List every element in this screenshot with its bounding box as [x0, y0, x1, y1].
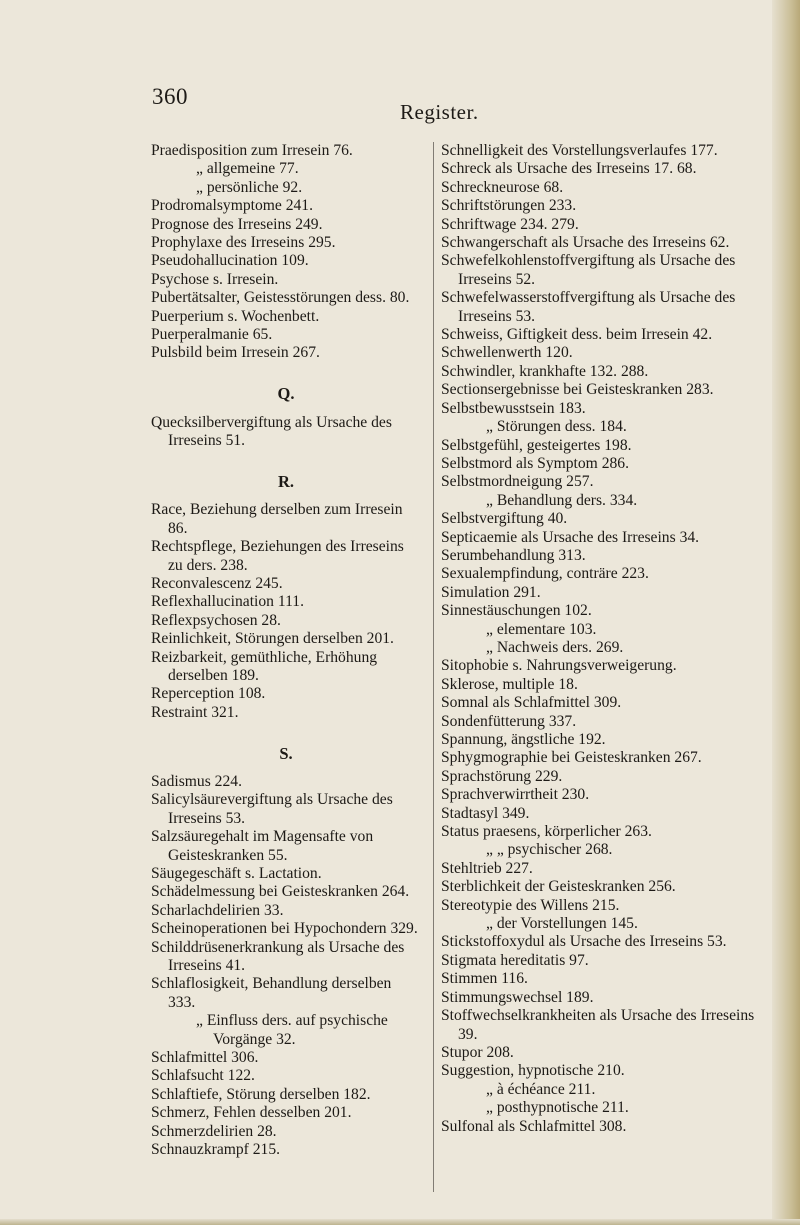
section-letter-heading: S. — [279, 743, 293, 763]
index-entry: Praedisposition zum Irresein 76. — [151, 142, 353, 159]
index-entry: Schmerz, Fehlen desselben 201. — [151, 1104, 352, 1122]
index-subentry: „ „ psychischer 268. — [486, 841, 613, 859]
index-entry: Schwefelkohlenstoffvergiftung als Ursache des Irreseins 52. — [441, 252, 736, 288]
index-entry: Selbstvergiftung 40. — [441, 510, 568, 528]
index-entry: Stadtasyl 349. — [441, 804, 530, 822]
index-entry: Pubertätsalter, Geistesstörungen dess. 80. — [151, 289, 410, 307]
index-entry: Schädelmessung bei Geisteskranken 264. — [151, 883, 410, 901]
index-entry: Selbstgefühl, gesteigertes 198. — [441, 436, 632, 454]
index-entry: Pulsbild beim Irresein 267. — [151, 344, 320, 362]
index-entry: Schilddrüsenerkrankung als Ursache des Irreseins 41. — [151, 938, 405, 975]
index-entry: Puerperalmanie 65. — [151, 326, 273, 344]
running-head-title: Register. — [400, 100, 479, 124]
index-entry: Pseudohallucination 109. — [151, 252, 309, 270]
index-entry: Salicylsäurevergiftung als Ursache des Irreseins 53. — [151, 791, 393, 827]
index-entry: Sphygmographie bei Geisteskranken 267. — [441, 749, 702, 767]
index-entry: Schwangerschaft als Ursache des Irreseins 62. — [441, 234, 730, 252]
index-entry: Schlafmittel 306. — [151, 1049, 259, 1067]
index-entry: Puerperium s. Wochenbett. — [151, 307, 320, 325]
index-subentry: „ elementare 103. — [486, 620, 597, 638]
index-entry: Stimmen 116. — [441, 970, 528, 988]
index-entry: Serumbehandlung 313. — [441, 546, 586, 564]
index-entry: Sitophobie s. Nahrungsverweigerung. — [441, 657, 677, 675]
index-entry: Rechtspflege, Beziehungen des Irreseins zu ders. 238. — [151, 538, 404, 574]
index-entry: Sondenfütterung 337. — [441, 712, 577, 730]
index-subentry: „ der Vorstellungen 145. — [486, 915, 638, 933]
index-entry: Schmerzdelirien 28. — [151, 1122, 277, 1140]
index-subentry: „ Behandlung ders. 334. — [486, 491, 638, 509]
index-entry: Stigmata hereditatis 97. — [441, 951, 589, 969]
index-entry: Sterblichkeit der Geisteskranken 256. — [441, 878, 676, 896]
index-entry: Schnelligkeit des Vorstellungsverlaufes 177. — [441, 142, 718, 159]
page-edge-shadow — [772, 0, 800, 1225]
section-spacer — [151, 450, 421, 468]
index-subentry: „ allgemeine 77. — [196, 160, 299, 178]
right-index-column — [441, 142, 759, 1136]
index-entry: Schwellenwerth 120. — [441, 344, 573, 362]
index-entry: Selbstmordneigung 257. — [441, 473, 594, 491]
index-entry: Schlaftiefe, Störung derselben 182. — [151, 1085, 371, 1103]
index-subentry: „ à échéance 211. — [486, 1080, 596, 1098]
index-entry: Psychose s. Irresein. — [151, 270, 279, 288]
index-entry: Schlaflosigkeit, Behandlung derselben 333. — [151, 975, 392, 1011]
index-entry: Somnal als Schlafmittel 309. — [441, 694, 622, 712]
index-entry: Schreckneurose 68. — [441, 178, 564, 196]
index-entry: Suggestion, hypnotische 210. — [441, 1062, 625, 1080]
index-entry: Schriftstörungen 233. — [441, 197, 577, 215]
index-entry: Reinlichkeit, Störungen derselben 201. — [151, 630, 394, 648]
index-entry: Sprachstörung 229. — [441, 767, 563, 785]
index-entry: Stimmungswechsel 189. — [441, 988, 594, 1006]
index-entry: Stereotypie des Willens 215. — [441, 896, 620, 914]
index-entry: Prognose des Irreseins 249. — [151, 215, 323, 233]
index-entry: Stoffwechselkrankheiten als Ursache des Irreseins 39. — [441, 1007, 755, 1043]
index-entry: Schwefelwasserstoffvergiftung als Ursache des Irreseins 53. — [441, 289, 736, 325]
index-entry: Prodromalsymptome 241. — [151, 197, 313, 215]
section-spacer — [151, 722, 421, 740]
index-entry: Stupor 208. — [441, 1043, 514, 1061]
index-entry: Reconvalescenz 245. — [151, 574, 283, 592]
index-entry: Selbstbewusstsein 183. — [441, 399, 586, 417]
column-divider — [433, 142, 434, 1192]
index-subentry: „ Einfluss ders. auf psychische Vorgänge 32. — [196, 1012, 388, 1048]
index-entry: Reflexhallucination 111. — [151, 593, 305, 611]
index-entry: Schreck als Ursache des Irreseins 17. 68. — [441, 160, 697, 178]
index-entry: Stehltrieb 227. — [441, 859, 533, 877]
index-entry: Sprachverwirrtheit 230. — [441, 786, 590, 804]
page-number: 360 — [152, 84, 188, 109]
index-entry: Sinnestäuschungen 102. — [441, 602, 592, 620]
index-entry: Schriftwage 234. 279. — [441, 215, 579, 233]
index-entry: Selbstmord als Symptom 286. — [441, 454, 630, 472]
index-subentry: „ posthypnotische 211. — [486, 1099, 629, 1117]
index-entry: Prophylaxe des Irreseins 295. — [151, 234, 336, 252]
index-subentry: „ Nachweis ders. 269. — [486, 638, 624, 656]
index-entry: Salzsäuregehalt im Magensafte von Geisteskranken 55. — [151, 828, 374, 864]
section-spacer — [151, 363, 421, 381]
index-entry: Stickstoffoxydul als Ursache des Irreseins 53. — [441, 933, 727, 951]
index-entry: Simulation 291. — [441, 583, 541, 601]
section-letter-heading: R. — [277, 471, 295, 491]
index-entry: Spannung, ängstliche 192. — [441, 731, 606, 748]
index-entry: Restraint 321. — [151, 703, 239, 721]
index-entry: Schweiss, Giftigkeit dess. beim Irresein 42. — [441, 326, 713, 344]
index-entry: Reflexpsychosen 28. — [151, 611, 281, 629]
index-entry: Schlafsucht 122. — [151, 1067, 255, 1085]
index-entry: Septicaemie als Ursache des Irreseins 34. — [441, 528, 700, 546]
index-entry: Sexualempfindung, conträre 223. — [441, 565, 649, 583]
index-entry: Status praesens, körperlicher 263. — [441, 823, 652, 841]
index-entry: Schwindler, krankhafte 132. 288. — [441, 362, 649, 380]
index-subentry: „ persönliche 92. — [196, 178, 303, 196]
index-entry: Scharlachdelirien 33. — [151, 901, 284, 919]
index-entry: Sectionsergebnisse bei Geisteskranken 283. — [441, 381, 714, 399]
index-entry: Sulfonal als Schlafmittel 308. — [441, 1117, 627, 1135]
left-index-column — [151, 142, 421, 1159]
index-entry: Säugegeschäft s. Lactation. — [151, 864, 322, 882]
index-entry: Scheinoperationen bei Hypochondern 329. — [151, 920, 418, 938]
index-entry: Quecksilbervergiftung als Ursache des Irreseins 51. — [151, 413, 392, 450]
page-bottom-edge — [0, 1219, 800, 1225]
section-letter-heading: Q. — [277, 384, 295, 404]
index-entry: Reperception 108. — [151, 685, 266, 703]
index-entry: Race, Beziehung derselben zum Irresein 86. — [151, 501, 403, 537]
index-subentry: „ Störungen dess. 184. — [486, 418, 627, 436]
index-entry: Schnauzkrampf 215. — [151, 1141, 281, 1159]
index-entry: Reizbarkeit, gemüthliche, Erhöhung derselben 189. — [151, 648, 378, 684]
index-entry: Sklerose, multiple 18. — [441, 675, 578, 693]
index-entry: Sadismus 224. — [151, 772, 242, 790]
